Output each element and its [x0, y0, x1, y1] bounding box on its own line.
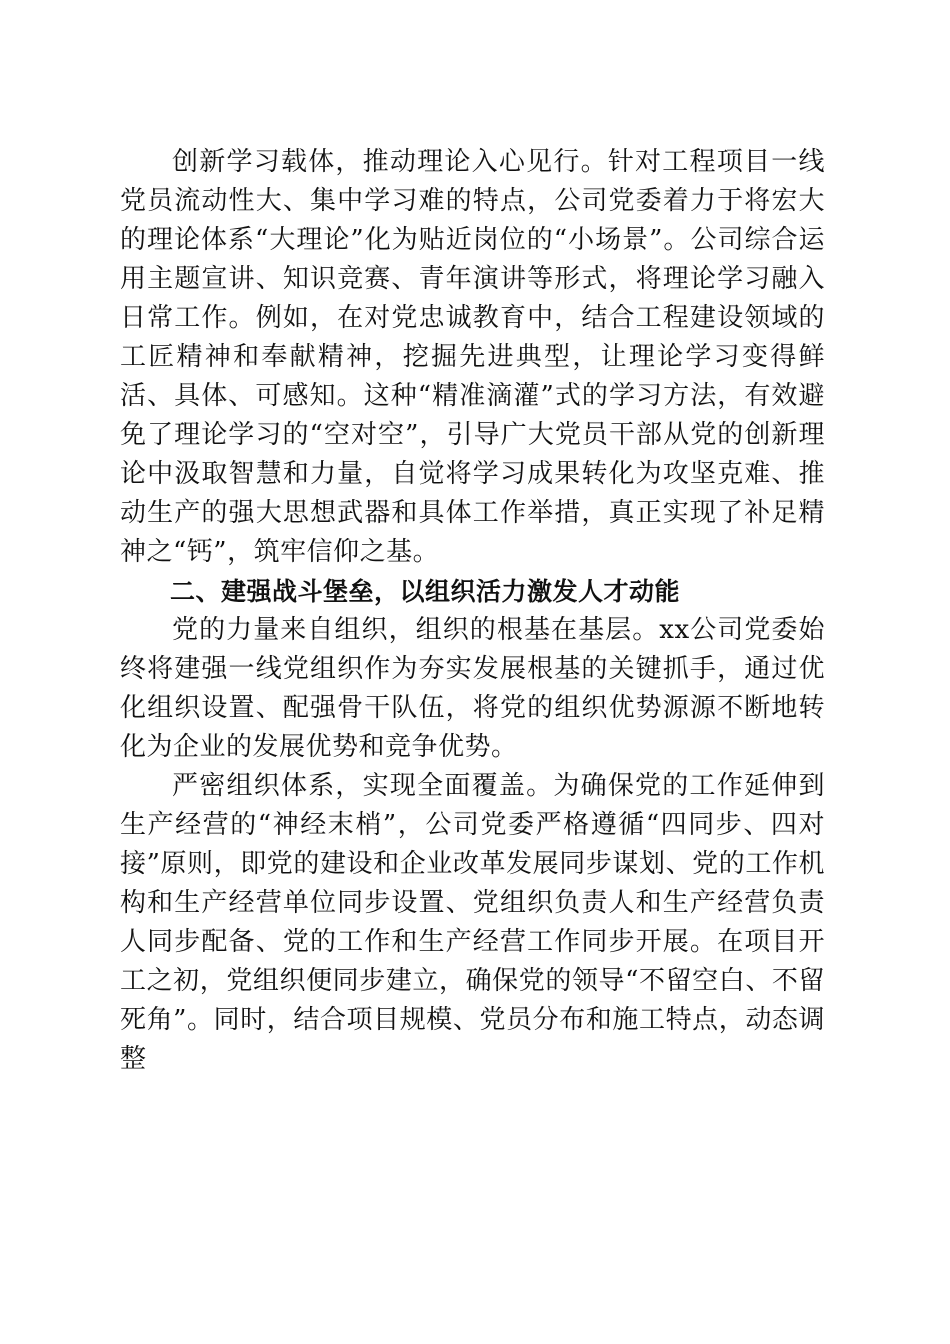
- paragraph-innovative-learning: 创新学习载体，推动理论入心见行。针对工程项目一线党员流动性大、集中学习难的特点，公司党委着力于将宏大的理论体系“大理论”化为贴近岗位的“小场景”。公司综合运用主题宣讲、知识竞赛、青年演讲等形式，将理论学习融入日常工作。例如，在对党忠诚教育中，结合工程建设领域的工匠精神和奉献精神，挖掘先进典型，让理论学习变得鲜活、具体、可感知。这种“精准滴灌”式的学习方法，有效避免了理论学习的“空对空”，引导广大党员干部从党的创新理论中汲取智慧和力量，自觉将学习成果转化为攻坚克难、推动生产的强大思想武器和具体工作举措，真正实现了补足精神之“钙”，筑牢信仰之基。: [120, 147, 825, 567]
- document-page: [120, 143, 825, 1079]
- section-heading-2: 二、建强战斗堡垒，以组织活力激发人才动能: [170, 577, 681, 606]
- paragraph-organization-system: 严密组织体系，实现全面覆盖。为确保党的工作延伸到生产经营的“神经末梢”，公司党委严格遵循“四同步、四对接”原则，即党的建设和企业改革发展同步谋划、党的工作机构和生产经营单位同步设置、党组织负责人和生产经营负责人同步配备、党的工作和生产经营工作同步开展。在项目开工之初，党组织便同步建立，确保党的领导“不留空白、不留死角”。同时，结合项目规模、党员分布和施工特点，动态调整: [120, 771, 825, 1074]
- paragraph-organization-strength: 党的力量来自组织，组织的根基在基层。xx公司党委始终将建强一线党组织作为夯实发展根基的关键抓手，通过优化组织设置、配强骨干队伍，将党的组织优势源源不断地转化为企业的发展优势和竞争优势。: [120, 615, 825, 762]
